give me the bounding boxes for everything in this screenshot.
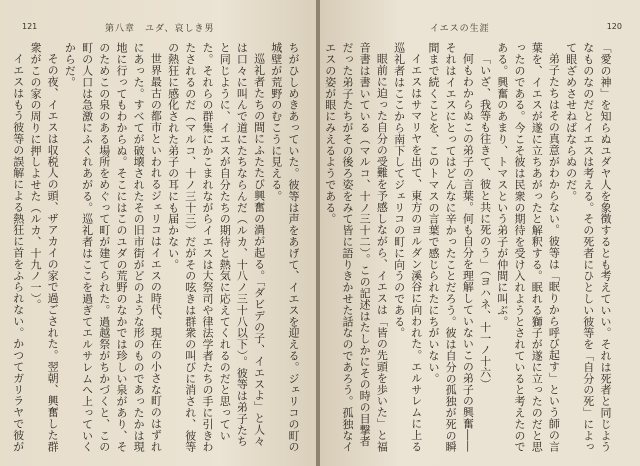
page-number: 121 [22,22,38,31]
paragraph: 弟子たちはその真意がわからない。彼等は「眠りから呼び起す」という師の言葉を、イエスが遂に立ちあがったと解釈する。眠れる獅子が遂に立ったのだと思ったのである。今こそ彼は民衆の期待を受け入れようとされていると考えたのである。興奮のあまり、トマスという弟子が仲間に叫ぶ。 [495,42,561,453]
paragraph: 何もわからぬこの弟子の言葉。何も自分を理解していないこの弟子の興奮――それはイエスにとってはどんなに辛かったことだろう。彼は自分の孤独が死の瞬間まで続くことを、このトマスの言葉で感じられたにちがいない。 [426,42,475,453]
page-number: 120 [606,22,622,31]
paragraph: ちがひしめきあっていた。彼等は声をあげて、イエスを迎える。ジェリコの町の城壁が荒野のむこうに見える。 [269,42,300,453]
paragraph: イエスはもう彼等の誤解による熱狂に首をふられない。かつてガリラヤで彼が [12,53,25,452]
paragraph: その夜、イエスは収税人の頭、ザアカイの家で過ごされた。翌朝、興奮した群衆がこの家の周りに押しよせた（ルカ、十九ノ一）。 [28,42,60,452]
paragraph: 「愛の神」を知らぬユダヤ人を象徴するとも考えていい。それは死者と同じようなものなのだとイエスは考える。その死者にひとしい彼等を「自分の死」によって眼ざめさせねばならぬのだ。 [564,42,612,453]
paragraph: 巡礼者たちの間にふたたび興奮の渦が起る。「ダビデの子、イエスよ」と人々は口々に叫んで道にたちならんだ（ルカ、十八ノ三十八以下）。彼等は弟子たちと同じように、イエスが自分たちの期待と熱気に応えてくれるのだと思っていた。それらの群集にかこまれながらイエスは大祭司や律法学者たちの手に引きわたされるのだ（マルコ、十ノ三十三）だがその呟きは群衆の叫びに消され、彼等の熱狂に感化された弟子の耳にも届かない。 [166,42,266,453]
paragraph: 「いざ、我等も往きて、彼と共に死のう」（ヨハネ、十一ノ十六） [478,53,492,390]
running-head: イエスの生涯 [430,24,490,34]
paragraph: イエスはサマリヤを出て、東方のヨルダン溪谷に向われた。エルサレムに上る巡礼者はここから南下してジェリコの町に向うのである。 [392,42,423,452]
body-text [324,42,614,457]
paragraph: 眼前に迫った自分の受難を予感しながら、イエスは「皆の先頭を歩いた」と福音書は書いている（マルコ、十ノ三十二）。この記述はたしかにその時の目撃者だった弟子たちがその後ろ姿をみて皆に語りきかせた話なのであろう。孤独なイエスの姿が眼にみえるようである。 [324,42,389,453]
body-text [12,42,302,457]
running-head: 第八章 ユダ、哀しき男 [105,24,215,34]
right-page [320,0,640,466]
left-page [0,0,316,466]
paragraph: 世界最古の都市といわれるジェリコはイエスの時代、現在の小さな町のはずれにあった。すべてが破壊されたその旧市街がどのような形のものであったかは現地に行ってもわからぬ。そこにはこのユダの荒野のなかでは珍しい泉があり、そのためこの泉のある場所をめぐって町が建てられた。過越祭がちかづくと、この町の人口は急激にふくれあがる。巡礼者はここを過ぎてエルサレムへ上っていくからだ。 [63,42,163,453]
